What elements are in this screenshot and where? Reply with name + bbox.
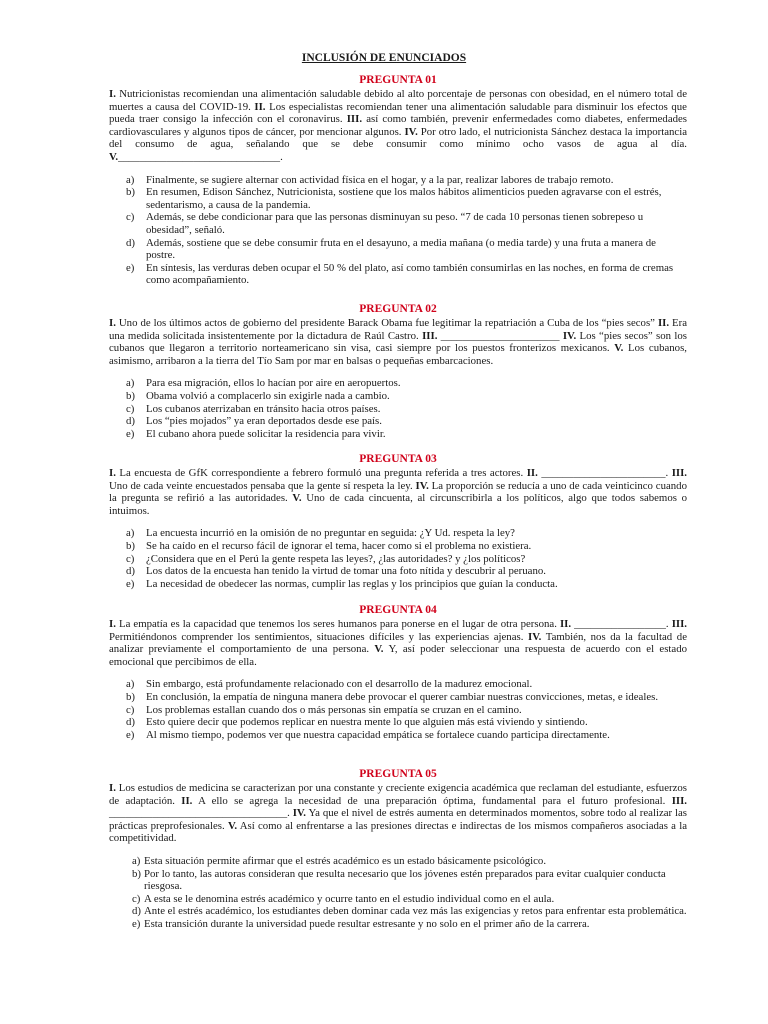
option-letter: b) [126, 539, 135, 552]
statement-numeral: V. [292, 492, 302, 505]
option-text: Esto quiere decir que podemos replicar en nuestra mente lo que alguien más está viviendo y sintiendo. [146, 716, 588, 729]
answer-options [109, 678, 687, 741]
option-text: En conclusión, la empatía de ninguna manera debe provocar el querer cambiar nuestras convicciones, metas, e ideales. [146, 690, 659, 703]
option-text: El cubano ahora puede solicitar la residencia para vivir. [146, 427, 386, 440]
answer-option [109, 893, 687, 906]
option-letter: b) [126, 690, 135, 703]
statement-numeral: II. [181, 794, 193, 807]
answer-option [109, 553, 687, 566]
option-text: Ante el estrés académico, los estudiantes deben dominar cada vez más las exigencias y retos para enfrentar esta problemática. [144, 905, 687, 918]
option-text: Además, sostiene que se debe consumir fruta en el desayuno, a media mañana (o media tarde) y una fruta a manera de postre. [146, 236, 656, 262]
option-text: Al mismo tiempo, podemos ver que nuestra capacidad empática se fortalece cuando participa directamente. [146, 728, 610, 741]
statement-numeral: II. [254, 100, 266, 113]
answer-option [109, 678, 687, 691]
statement-numeral: IV. [562, 329, 577, 342]
option-text: Por lo tanto, las autoras consideran que resulta necesario que los jóvenes estén preparados para evitar cualquier conducta riesgosa. [144, 867, 666, 893]
answer-option [109, 868, 687, 893]
option-letter: c) [126, 402, 135, 415]
option-letter: e) [126, 728, 135, 741]
option-letter: b) [126, 186, 135, 199]
question-heading: PREGUNTA 02 [359, 303, 437, 315]
option-text: Esta transición durante la universidad puede resultar estresante y no solo en el primer año de la carrera. [144, 917, 590, 930]
document-title: INCLUSIÓN DE ENUNCIADOS [301, 52, 467, 64]
statement-numeral: IV. [528, 630, 542, 643]
option-letter: c) [126, 703, 135, 716]
question-heading: PREGUNTA 05 [359, 768, 437, 780]
answer-option [109, 716, 687, 729]
question-heading: PREGUNTA 01 [359, 74, 437, 86]
option-text: Los problemas estallan cuando dos o más personas sin empatía se cruzan en el camino. [146, 703, 522, 716]
question-statement: I. Nutricionistas recomiendan una alimentación saludable debido al alto porcentaje de personas con obesidad, en el número total de muertes a causa del COVID-19. II. Los especialistas recomiendan tener una alimentación saludable para disminuir los efectos que pueda traer consigo la infección con el coronavirus. III. así como también, prevenir enfermedades como diabetes, enfermedades cardiovasculares y algunos tipos de cáncer, por mencionar algunos. IV. Por otro lado, el nutricionista Sánchez destaca la importancia del consumo de agua, señalando que se debe consumir como mínimo ocho vasos de agua al día. V.______________________________. [109, 88, 688, 163]
option-text: Los cubanos aterrizaban en tránsito hacia otros países. [146, 402, 381, 415]
option-letter: b) [126, 389, 135, 402]
statement-numeral: V. [227, 819, 238, 832]
question-statement: I. Uno de los últimos actos de gobierno del presidente Barack Obama fue legitimar la repatriación a Cuba de los “pies secos” II. Era una medida solicitada insistentemente por la dictadura de Raúl Castro. III. ______________________ IV. Los “pies secos” son los cubanos que llegaron a territorio norteamericano sin visa, casi siempre por los puestos fronterizos mexicanos. V. Los cubanos, asimismo, arribaron a la tierra del Tío Sam por mar en balsas o pequeñas embarcaciones. [109, 317, 687, 367]
answer-option [109, 704, 687, 717]
option-text: Sin embargo, está profundamente relacionado con el desarrollo de la madurez emocional. [146, 678, 533, 691]
option-letter: c) [126, 552, 135, 565]
question-statement: I. La encuesta de GfK correspondiente a febrero formuló una pregunta referida a tres actores. II. _______________________. III. Uno de cada veinte encuestados pensaba que la gente sí respeta la ley. IV. La proporción se reducía a uno de cada veinticinco cuando la pregunta se refirió a las autoridades. V. Uno de cada cincuenta, al circunscribirla a los políticos, algo que todos sabemos o intuimos. [109, 467, 687, 517]
option-text: Los “pies mojados” ya eran deportados desde ese país. [146, 415, 382, 428]
option-letter: a) [126, 377, 135, 390]
option-text: Esta situación permite afirmar que el estrés académico es un estado básicamente psicológico. [144, 854, 547, 867]
option-letter: e) [132, 917, 141, 930]
statement-numeral: V. [614, 342, 624, 355]
option-letter: b) [132, 867, 141, 880]
option-letter: d) [132, 905, 141, 918]
option-letter: d) [126, 565, 135, 578]
answer-option [109, 403, 687, 416]
question-heading: PREGUNTA 03 [359, 453, 437, 465]
answer-option [109, 855, 687, 868]
option-letter: e) [126, 577, 135, 590]
question-block [109, 74, 687, 287]
option-text: En síntesis, las verduras deben ocupar el 50 % del plato, así como también consumirlas en las noches, en forma de cremas como acompañamiento. [146, 261, 674, 287]
answer-options [109, 377, 687, 440]
option-text: La necesidad de obedecer las normas, cumplir las reglas y los principios que guían la conducta. [146, 577, 558, 590]
statement-numeral: III. [671, 467, 687, 479]
answer-option [109, 428, 687, 441]
answer-option [109, 565, 687, 578]
question-heading: PREGUNTA 04 [359, 604, 437, 616]
question-block [109, 453, 687, 590]
statement-numeral: II. [559, 618, 572, 630]
answer-option [109, 377, 687, 390]
statement-numeral: V. [374, 643, 384, 656]
option-text: Obama volvió a complacerlo sin exigirle nada a cambio. [146, 389, 390, 402]
statement-numeral: I. [109, 782, 116, 794]
answer-option [109, 415, 687, 428]
option-letter: d) [126, 716, 135, 729]
statement-numeral: IV. [404, 125, 418, 138]
statement-numeral: III. [346, 113, 363, 126]
statement-numeral: II. [657, 317, 670, 329]
statement-numeral: V. [109, 150, 119, 163]
answer-option [109, 729, 687, 742]
option-letter: a) [126, 678, 135, 691]
option-text: Además, se debe condicionar para que las personas disminuyan su peso. “7 de cada 10 personas tienen sobrepeso u obesidad”, señaló. [146, 211, 644, 236]
option-text: Se ha caído en el recurso fácil de ignorar el tema, hacer como si el problema no existiera. [146, 539, 532, 552]
statement-numeral: I. [109, 317, 116, 329]
answer-options [109, 855, 687, 931]
answer-option [109, 918, 687, 931]
question-statement: I. La empatía es la capacidad que tenemos los seres humanos para ponerse en el lugar de otra persona. II. _________________. III. Permitiéndonos comprender los sentimientos, situaciones difíciles y las experiencias ajenas. IV. También, nos da la facultad de analizar previamente el comportamiento de una persona. V. Y, así poder seleccionar una respuesta de acuerdo con el estado emocional que percibimos de ella. [109, 618, 688, 668]
question-block [109, 768, 687, 931]
option-letter: e) [126, 261, 135, 274]
statement-numeral: II. [526, 467, 538, 479]
statement-numeral: IV. [415, 479, 429, 492]
statement-numeral: I. [109, 88, 116, 100]
option-letter: d) [126, 415, 135, 428]
answer-options [109, 174, 687, 287]
question-block [109, 303, 687, 440]
option-letter: c) [132, 892, 141, 905]
option-text: ¿Considera que en el Perú la gente respeta las leyes?, ¿las autoridades? y ¿los políticos? [146, 552, 526, 565]
statement-numeral: IV. [292, 807, 307, 820]
option-text: Para esa migración, ellos lo hacían por aire en aeropuertos. [146, 377, 401, 390]
option-letter: d) [126, 236, 135, 249]
answer-option [109, 211, 687, 236]
option-letter: a) [132, 854, 141, 867]
answer-option [109, 186, 687, 211]
statement-numeral: III. [671, 794, 687, 807]
option-text: Finalmente, se sugiere alternar con actividad física en el hogar, y a la par, realizar labores de trabajo remoto. [146, 173, 614, 186]
answer-option [109, 691, 687, 704]
answer-option [109, 540, 687, 553]
answer-option [109, 262, 687, 287]
option-letter: a) [126, 527, 135, 540]
answer-options [109, 527, 687, 590]
option-text: A esta se le denomina estrés académico y ocurre tanto en el estudio individual como en el aula. [144, 892, 555, 905]
answer-option [109, 390, 687, 403]
option-text: Los datos de la encuesta han tenido la virtud de tomar una foto nítida y descubrir al peruano. [146, 565, 546, 578]
answer-option [109, 174, 687, 187]
question-statement: I. Los estudios de medicina se caracterizan por una constante y creciente exigencia académica que reclaman del estudiante, esfuerzos de adaptación. II. A ello se agrega la necesidad de una preparación óptima, fundamental para el futuro profesional. III. _________________________________. IV. Ya que el nivel de estrés aumenta en determinados momentos, sobre todo al realizar las prácticas preprofesionales. V. Así como al enfrentarse a las presiones directas e indirectas de los mismos compañeros asociadas a la competitividad. [109, 782, 687, 845]
statement-numeral: III. [671, 618, 687, 630]
option-letter: c) [126, 211, 135, 224]
statement-numeral: I. [109, 467, 116, 479]
option-letter: a) [126, 173, 135, 186]
statement-numeral: I. [109, 618, 116, 630]
option-text: La encuesta incurrió en la omisión de no preguntar en seguida: ¿Y Ud. respeta la ley? [146, 527, 515, 540]
statement-numeral: III. [422, 329, 438, 342]
answer-option [109, 905, 687, 918]
option-letter: e) [126, 427, 135, 440]
answer-option [109, 237, 687, 262]
answer-option [109, 527, 687, 540]
option-text: En resumen, Edison Sánchez, Nutricionista, sostiene que los malos hábitos alimenticios pueden agravarse con el estrés, sedentarismo, a causa de la pandemia. [146, 186, 662, 211]
answer-option [109, 578, 687, 591]
question-block [109, 604, 687, 741]
